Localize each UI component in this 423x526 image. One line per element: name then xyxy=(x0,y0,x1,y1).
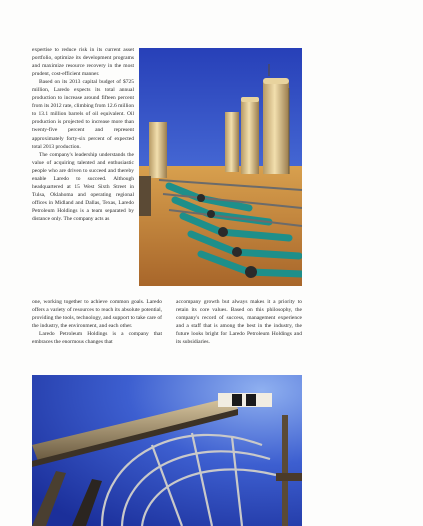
wide-text-left xyxy=(32,298,162,346)
narrow-text-column xyxy=(32,46,134,223)
paragraph: Laredo Petroleum Holdings is a company that embraces the enormous changes that xyxy=(32,331,162,346)
wide-text-right xyxy=(176,298,302,346)
paragraph: accompany growth but always makes it a priority to retain its core values. Based on this philosophy, the company's record of success, management experience and a staff that is among the best in the industry, the future looks bright for Laredo Petroleum Holdings and its subsidiaries. xyxy=(176,299,302,346)
oil-tank-battery-photo xyxy=(139,48,302,286)
paragraph: one, working together to achieve common goals. Laredo offers a variety of resources to reach its absolute potential, providing the tools, technology, and support to take care of the industry, the environment, and each other. xyxy=(32,299,162,330)
paragraph: expertise to reduce risk in its current asset portfolio, optimize its development programs and maximize resource recovery in the most prudent, cost-efficient manner. xyxy=(32,47,134,78)
paragraph: Based on its 2013 capital budget of $725 million, Laredo expects its total annual production to increase around fifteen percent from its 2012 rate, climbing from 12.6 million to 13.1 million barrels of oil equivalent. Oil production is projected to increase more than twenty-five percent and represent approximately forty-six percent of expected total 2013 production. xyxy=(32,79,134,150)
pumpjack-photo xyxy=(32,375,302,526)
paragraph: The company's leadership understands the value of acquiring talented and enthusiastic people who are driven to succeed and thereby enable Laredo to succeed. Although headquartered at 15 West Sixth Street in Tulsa, Oklahoma and operating regional offices in Midland and Dallas, Texas, Laredo Petroleum Holdings is a team separated by distance only. The company acts as xyxy=(32,151,134,222)
